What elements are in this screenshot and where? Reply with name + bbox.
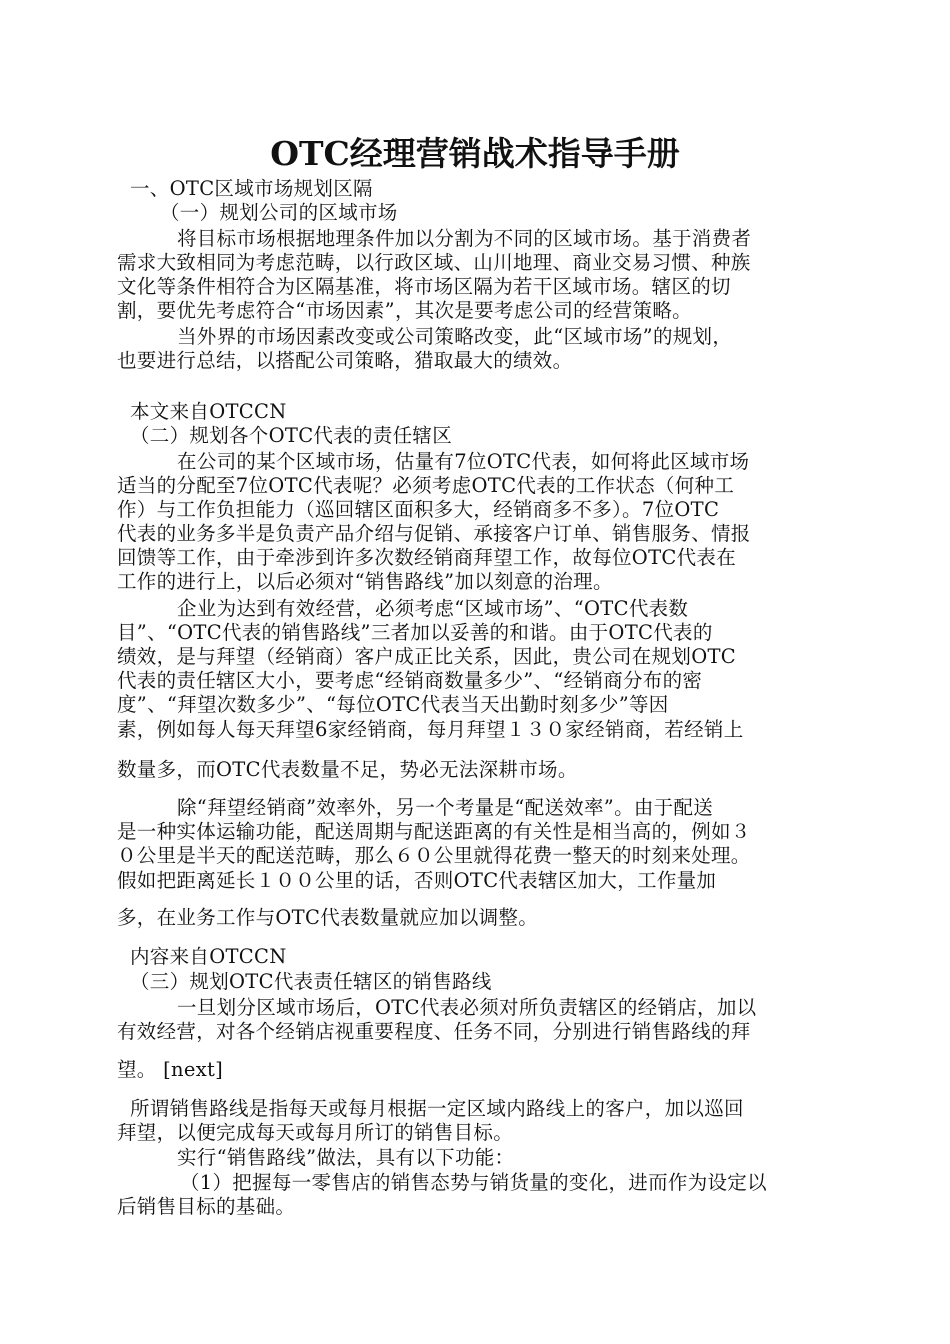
paragraph-line: ０公里是半天的配送范畴，那么６０公里就得花费一整天的时刻来处理。 — [117, 844, 751, 867]
paragraph-line: 需求大致相同为考虑范畴，以行政区域、山川地理、商业交易习惯、种族 — [117, 251, 751, 274]
paragraph-line: 适当的分配至7位OTC代表呢？必须考虑OTC代表的工作状态（何种工 — [117, 474, 735, 497]
paragraph-line: 回馈等工作，由于牵涉到许多次数经销商拜望工作，故每位OTC代表在 — [117, 546, 737, 569]
paragraph-line: 绩效，是与拜望（经销商）客户成正比关系，因此，贵公司在规划OTC — [117, 645, 737, 668]
paragraph-line: 一旦划分区域市场后，OTC代表必须对所负责辖区的经销店，加以 — [177, 996, 757, 1019]
source-note: 本文来自OTCCN — [130, 400, 287, 423]
subsection-heading: （二）规划各个OTC代表的责任辖区 — [130, 424, 453, 447]
paragraph-line: 代表的业务多半是负责产品介绍与促销、承接客户订单、销售服务、情报 — [117, 522, 751, 545]
paragraph-line: 作）与工作负担能力（巡回辖区面积多大，经销商多不多）。7位OTC — [117, 498, 720, 521]
paragraph-line: 代表的责任辖区大小，要考虑“经销商数量多少”、“经销商分布的密 — [117, 669, 703, 692]
subsection-heading: （三）规划OTC代表责任辖区的销售路线 — [130, 970, 492, 993]
paragraph-line: 文化等条件相符合为区隔基准，将市场区隔为若干区域市场。辖区的切 — [117, 275, 731, 298]
section-heading: 一、OTC区域市场规划区隔 — [130, 177, 373, 200]
paragraph-line: 度”、“拜望次数多少”、“每位OTC代表当天出勤时刻多少”等因 — [117, 693, 669, 716]
paragraph-line: 素，例如每人每天拜望6家经销商，每月拜望１３０家经销商，若经销上 — [117, 718, 744, 741]
paragraph-line: 是一种实体运输功能，配送周期与配送距离的有关性是相当高的，例如３ — [117, 820, 751, 843]
paragraph-line: 多，在业务工作与OTC代表数量就应加以调整。 — [117, 906, 539, 929]
paragraph-line: 目”、“OTC代表的销售路线”三者加以妥善的和谐。由于OTC代表的 — [117, 621, 713, 644]
paragraph-line: 企业为达到有效经营，必须考虑“区域市场”、“OTC代表数 — [177, 597, 689, 620]
paragraph-line: 所谓销售路线是指每天或每月根据一定区域内路线上的客户，加以巡回 — [130, 1097, 744, 1120]
paragraph-line: 将目标市场根据地理条件加以分割为不同的区域市场。基于消费者 — [177, 227, 752, 250]
paragraph-line: 有效经营，对各个经销店视重要程度、任务不同，分别进行销售路线的拜 — [117, 1020, 751, 1043]
paragraph-line: 割，要优先考虑符合“市场因素”，其次是要考虑公司的经营策略。 — [117, 299, 692, 322]
paragraph-line: 在公司的某个区域市场，估量有7位OTC代表，如何将此区域市场 — [177, 450, 750, 473]
source-note: 内容来自OTCCN — [130, 945, 287, 968]
paragraph-line: 实行“销售路线”做法，具有以下功能： — [177, 1146, 515, 1169]
paragraph-line: 当外界的市场因素改变或公司策略改变，此“区域市场”的规划， — [177, 325, 733, 348]
paragraph-line: 数量多，而OTC代表数量不足，势必无法深耕市场。 — [117, 758, 578, 781]
paragraph-line: 望。 [next] — [117, 1058, 224, 1081]
paragraph-line: 工作的进行上，以后必须对“销售路线”加以刻意的治理。 — [117, 570, 613, 593]
document-title: OTC经理营销战术指导手册 — [270, 134, 680, 173]
paragraph-line: 除“拜望经销商”效率外，另一个考量是“配送效率”。由于配送 — [177, 796, 714, 819]
paragraph-line: 也要进行总结，以搭配公司策略，猎取最大的绩效。 — [117, 349, 573, 372]
paragraph-line: 后销售目标的基础。 — [117, 1195, 296, 1218]
subsection-heading: （一）规划公司的区域市场 — [160, 201, 398, 224]
paragraph-line: 拜望，以便完成每天或每月所订的销售目标。 — [117, 1121, 514, 1144]
paragraph-line: （1）把握每一零售店的销售态势与销货量的变化，进而作为设定以 — [180, 1171, 767, 1194]
paragraph-line: 假如把距离延长１００公里的话，否则OTC代表辖区加大，工作量加 — [117, 869, 717, 892]
